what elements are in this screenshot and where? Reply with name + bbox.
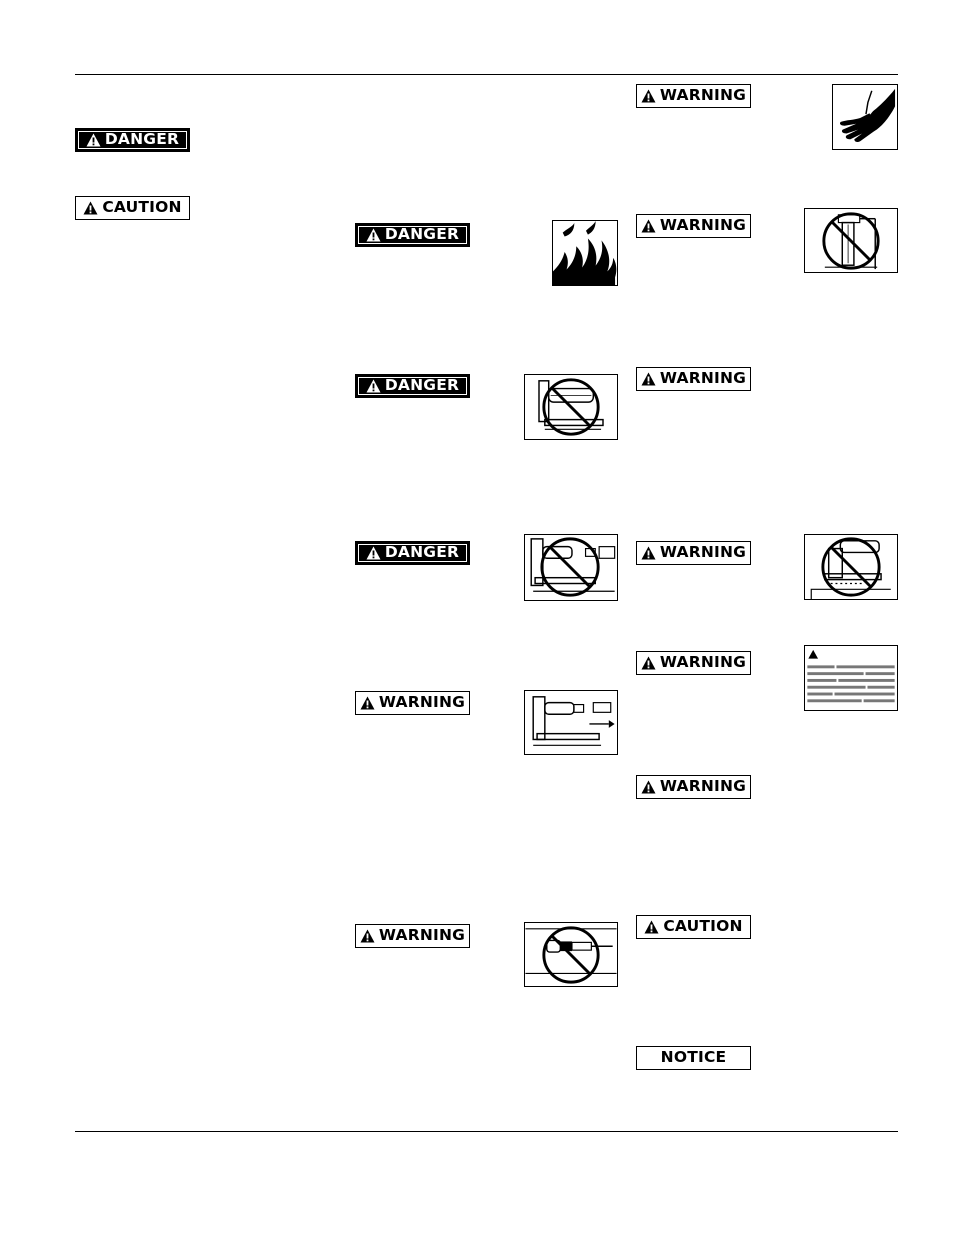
warning-triangle-icon: [641, 219, 656, 233]
warning-triangle-icon: [360, 929, 375, 943]
warning-label-text: WARNING: [659, 369, 747, 388]
prohibition-circle-icon: [524, 374, 618, 440]
warning-triangle-icon: [641, 372, 656, 386]
warning-label-text: WARNING: [659, 777, 747, 796]
prohibition-circle-icon: [524, 534, 618, 601]
warning-label-text: WARNING: [378, 926, 466, 945]
warning-triangle-icon: [83, 201, 98, 215]
warning-triangle-icon: [641, 656, 656, 670]
flame-icon: [552, 220, 618, 286]
disconnect-air-hose-icon: [524, 690, 618, 755]
prohibition-circle-icon: [804, 534, 898, 600]
prohibition-circle-icon: [524, 922, 618, 987]
warning-triangle-icon: [641, 780, 656, 794]
warning-decal-icon: [804, 645, 898, 711]
warning-label-surface: [636, 541, 751, 565]
danger-label-hose: [355, 541, 470, 565]
warning-label: [636, 775, 751, 799]
warning-label-text: WARNING: [659, 653, 747, 672]
warning-triangle-icon: [366, 379, 381, 393]
caution-label-text: CAUTION: [663, 917, 743, 936]
danger-label-fire: [355, 223, 470, 247]
warning-label-decal: [636, 651, 751, 675]
warning-label-hand: [636, 84, 751, 108]
warning-triangle-icon: [641, 546, 656, 560]
warning-label-text: WARNING: [378, 693, 466, 712]
prohibition-circle-icon: [804, 208, 898, 273]
notice-label-text: NOTICE: [660, 1048, 727, 1067]
warning-triangle-icon: [644, 920, 659, 934]
warning-triangle-icon: [366, 546, 381, 560]
footer-rule: [75, 1131, 898, 1132]
warning-triangle-icon: [366, 228, 381, 242]
notice-label: [636, 1046, 751, 1070]
warning-label-text: WARNING: [659, 216, 747, 235]
header-rule: [75, 74, 898, 75]
warning-label-text: WARNING: [659, 86, 747, 105]
warning-label-hose: [355, 924, 470, 948]
caution-label-text: CAUTION: [102, 198, 182, 217]
warning-label-disconnect: [355, 691, 470, 715]
warning-label: [636, 367, 751, 391]
danger-label-text: DANGER: [104, 130, 180, 149]
danger-label-text: DANGER: [384, 225, 460, 244]
warning-triangle-icon: [360, 696, 375, 710]
danger-label-tool: [355, 374, 470, 398]
danger-label: [75, 128, 190, 152]
warning-triangle-icon: [86, 133, 101, 147]
caution-label: [636, 915, 751, 939]
danger-label-text: DANGER: [384, 376, 460, 395]
hand-injury-icon: [832, 84, 898, 150]
warning-label-tool: [636, 214, 751, 238]
danger-label-text: DANGER: [384, 543, 460, 562]
caution-label: [75, 196, 190, 220]
warning-label-text: WARNING: [659, 543, 747, 562]
warning-triangle-icon: [641, 89, 656, 103]
